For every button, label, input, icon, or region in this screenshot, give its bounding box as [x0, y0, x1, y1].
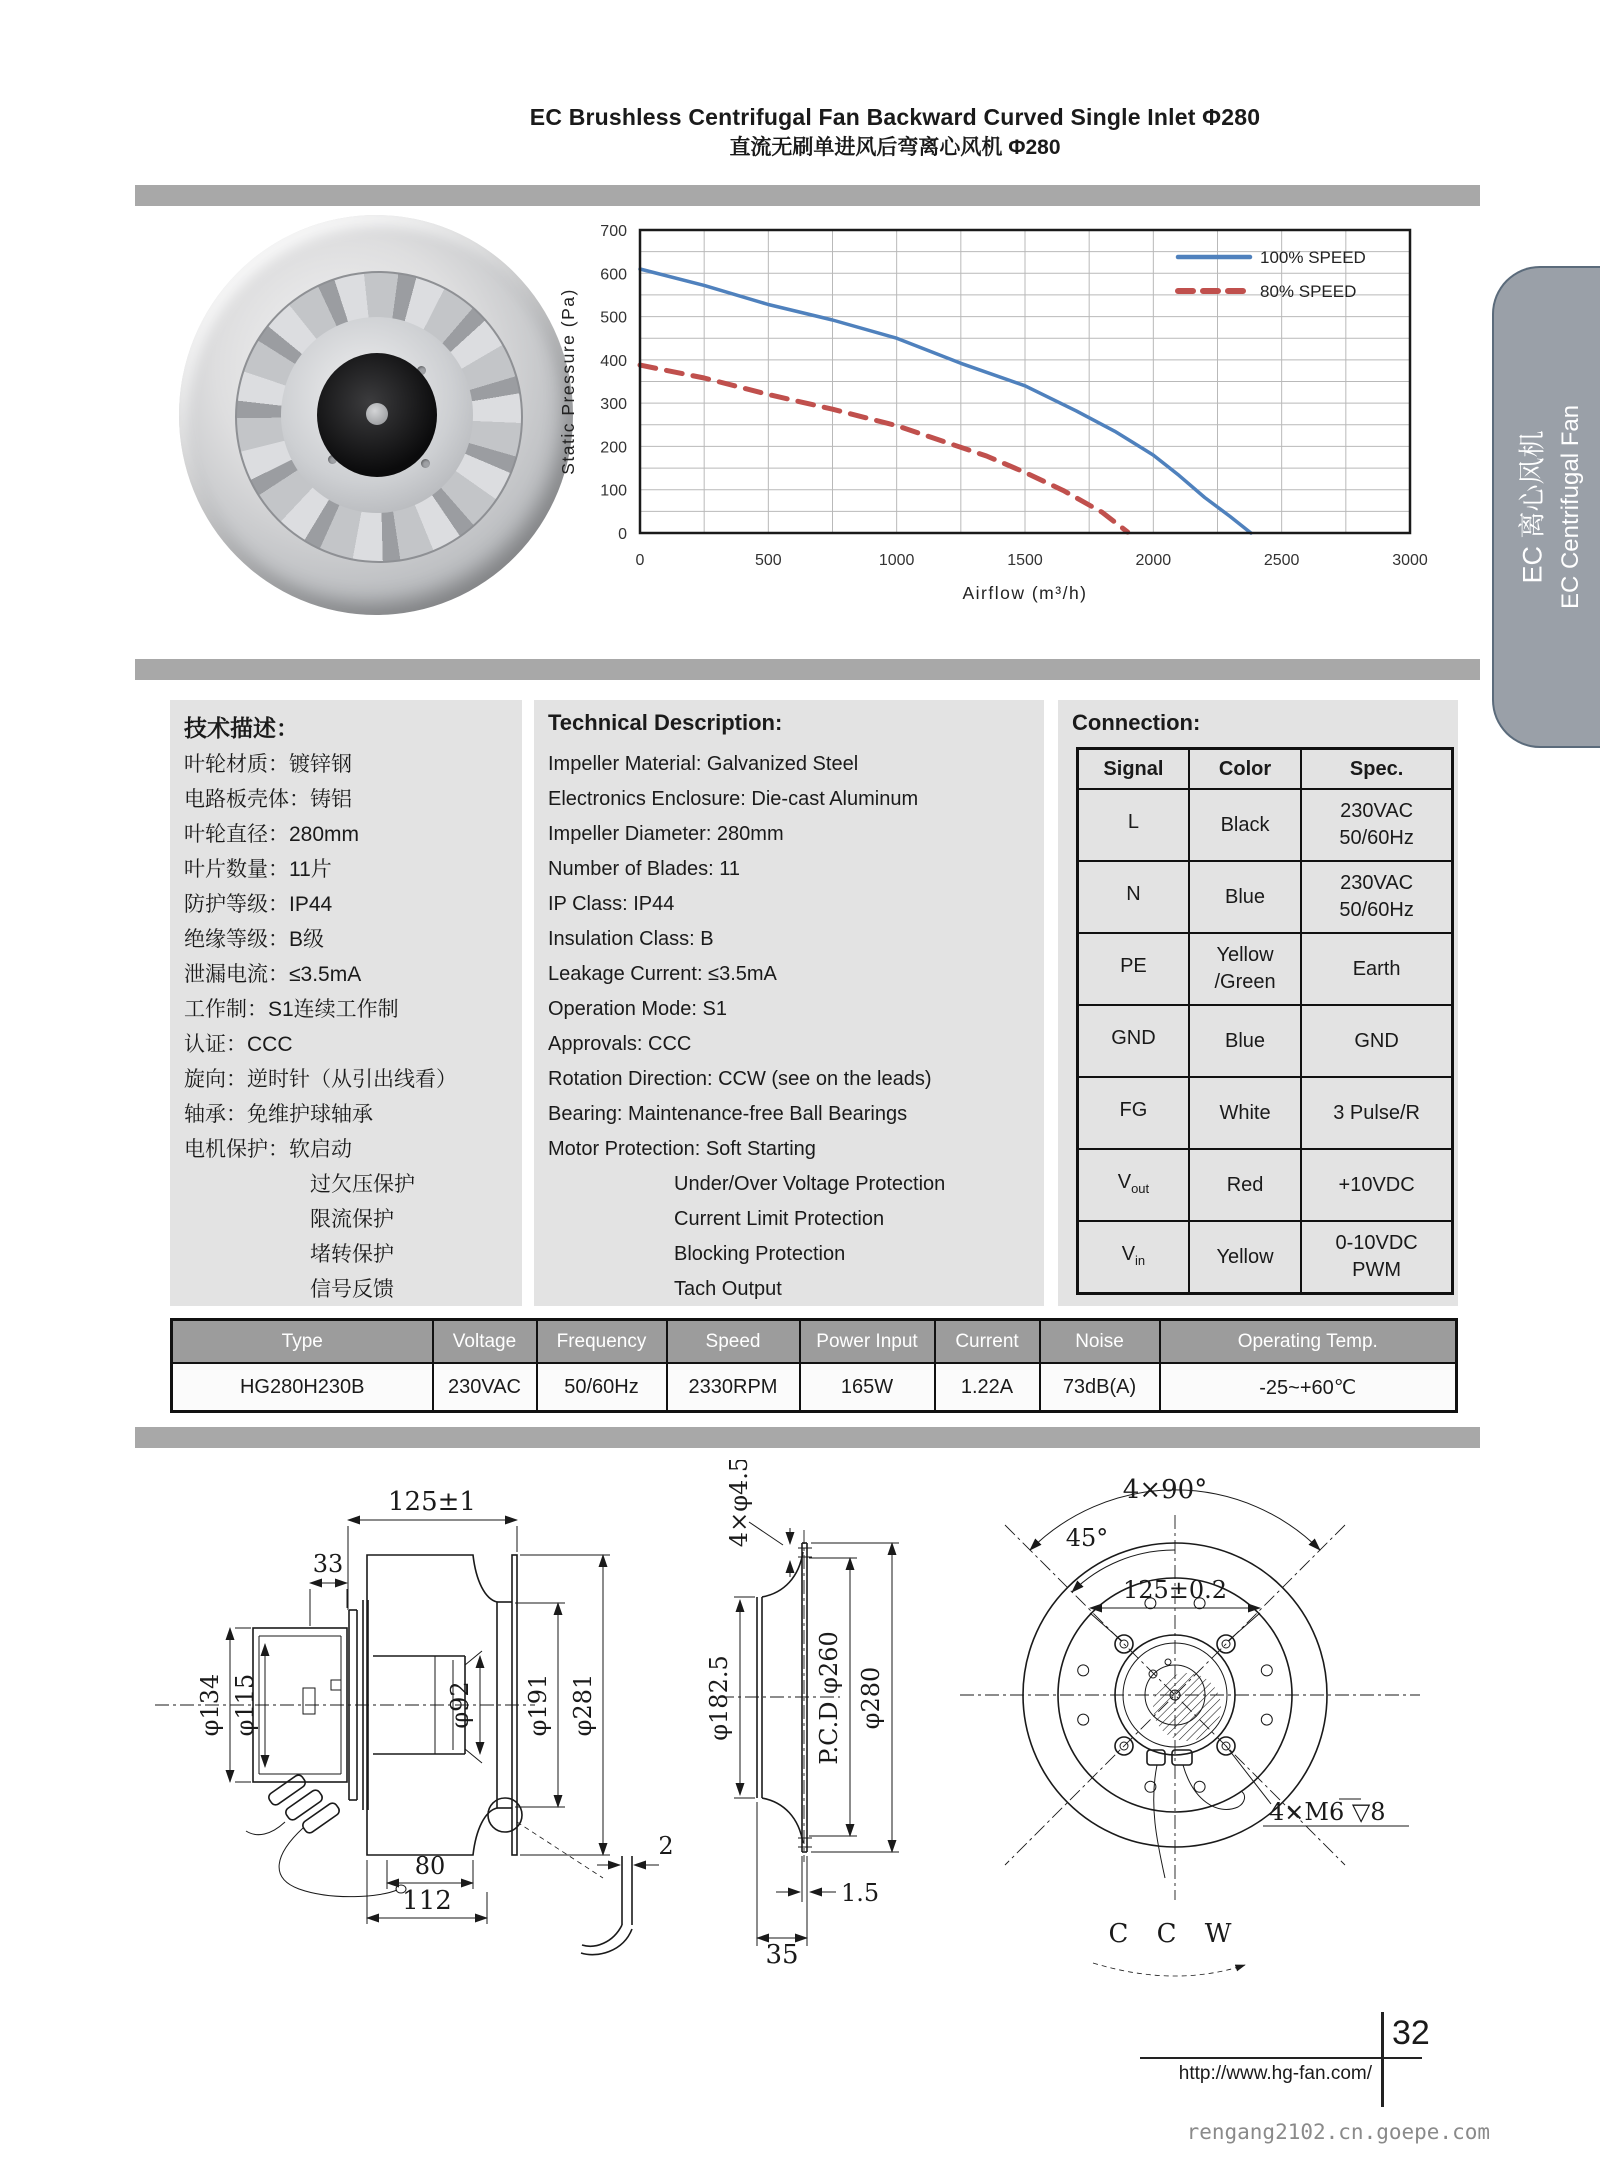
divider-bar-bottom: [135, 1427, 1480, 1448]
footer-rule: [1140, 2057, 1422, 2059]
side-tab-label-en: EC Centrifugal Fan: [1557, 404, 1584, 610]
spec-header-row: [172, 1320, 1457, 1364]
page-number: 32: [1392, 2014, 1430, 2052]
spec-cell: 0-10VDC PWM: [1301, 1221, 1452, 1294]
tech-line: 电机保护：软启动: [184, 1138, 352, 1161]
tech-line: Approvals: CCC: [548, 1033, 692, 1055]
tech-line: IP Class: IP44: [548, 893, 675, 915]
color-cell: Red: [1189, 1149, 1301, 1221]
model-spec-table: [170, 1318, 1458, 1413]
spec-data-cell: -25~+60℃: [1160, 1363, 1457, 1412]
svg-text:500: 500: [754, 552, 782, 569]
side-tab-label-zh: EC 离心风机: [1517, 430, 1548, 584]
tech-description-en: [534, 700, 1044, 1306]
spec-header-cell: Speed: [667, 1320, 800, 1364]
svg-text:400: 400: [600, 352, 627, 370]
spec-cell: 230VAC 50/60Hz: [1301, 861, 1452, 933]
connection-row: [1078, 1077, 1453, 1149]
dim-4x90: 4×90°: [1122, 1475, 1208, 1505]
svg-text:600: 600: [600, 266, 627, 284]
tech-line: Current Limit Protection: [674, 1208, 885, 1230]
svg-text:200: 200: [600, 439, 627, 457]
color-cell: Yellow /Green: [1189, 933, 1301, 1005]
spec-header-cell: Frequency: [537, 1320, 667, 1364]
tech-line: 绝缘等级：B级: [184, 928, 325, 951]
svg-text:100% SPEED: 100% SPEED: [1260, 248, 1366, 267]
spec-data-cell: 50/60Hz: [537, 1363, 667, 1412]
spec-data-cell: HG280H230B: [172, 1363, 433, 1412]
spec-data-cell: 165W: [800, 1363, 935, 1412]
color-cell: White: [1189, 1077, 1301, 1149]
connection-row: [1078, 1221, 1453, 1294]
svg-text:300: 300: [600, 396, 627, 414]
tech-line: 叶片数量：11片: [184, 858, 332, 881]
dim-1.5: 1.5: [841, 1879, 880, 1907]
signal-cell: $V_{in}$: [1078, 1221, 1189, 1294]
signal-cell: PE: [1078, 933, 1189, 1005]
tech-line: Rotation Direction: CCW (see on the leads): [548, 1068, 932, 1090]
svg-text:1000: 1000: [878, 552, 915, 569]
tech-line: 限流保护: [310, 1208, 394, 1231]
dim-d280: φ280: [857, 1666, 885, 1730]
svg-text:2000: 2000: [1135, 552, 1172, 569]
watermark: rengang2102.cn.goepe.com: [1186, 2120, 1490, 2144]
spec-data-cell: 73dB(A): [1040, 1363, 1160, 1412]
dim-depth-125: 125±1: [388, 1487, 476, 1517]
website-url: http://www.hg-fan.com/: [1178, 2063, 1372, 2084]
svg-text:80% SPEED: 80% SPEED: [1260, 282, 1357, 301]
connection-table: [1076, 747, 1454, 1295]
tech-line: Leakage Current: ≤3.5mA: [548, 963, 777, 985]
svg-text:2500: 2500: [1263, 552, 1300, 569]
dim-d182: φ182.5: [705, 1655, 733, 1741]
tech-line: Number of Blades: 11: [548, 858, 740, 880]
tech-line: 过欠压保护: [310, 1173, 415, 1196]
tech-line: 轴承：免维护球轴承: [184, 1103, 373, 1126]
dim-d92: φ92: [446, 1681, 474, 1729]
svg-text:3000: 3000: [1392, 552, 1428, 569]
spec-data-cell: 2330RPM: [667, 1363, 800, 1412]
svg-text:1500: 1500: [1007, 552, 1043, 569]
divider-bar-mid: [135, 659, 1480, 680]
signal-cell: $V_{out}$: [1078, 1149, 1189, 1221]
dim-112: 112: [402, 1886, 452, 1916]
dimensional-drawings: [135, 1460, 1465, 2020]
tech-line: 电路板壳体：铸铝: [184, 788, 352, 811]
connection-row: [1078, 789, 1453, 861]
connection-row: [1078, 1005, 1453, 1077]
spec-cell: GND: [1301, 1005, 1452, 1077]
svg-text:100: 100: [600, 482, 627, 500]
tech-line: 堵转保护: [310, 1243, 394, 1266]
tech-line: Insulation Class: B: [548, 928, 714, 950]
signal-cell: N: [1078, 861, 1189, 933]
dim-holes-4x4.5: 4×φ4.5: [725, 1460, 753, 1548]
dim-125-02: 125±0.2: [1122, 1576, 1228, 1604]
svg-text:700: 700: [600, 223, 627, 240]
dim-d134: φ134: [196, 1673, 224, 1737]
color-cell: Blue: [1189, 1005, 1301, 1077]
tech-line: Under/Over Voltage Protection: [674, 1173, 946, 1195]
spec-header-cell: Voltage: [433, 1320, 537, 1364]
tech-en-heading: Technical Description:: [548, 710, 783, 735]
performance-chart: [550, 205, 1430, 617]
svg-text:Airflow (m³/h): Airflow (m³/h): [962, 583, 1088, 603]
connection-row: [1078, 861, 1453, 933]
airflow-pressure-chart: [550, 205, 1430, 617]
tech-line: 信号反馈: [310, 1278, 394, 1301]
dim-45: 45°: [1065, 1524, 1109, 1552]
tech-line: Electronics Enclosure: Die-cast Aluminum: [548, 788, 919, 810]
rear-view-drawing: [960, 1475, 1420, 1976]
dim-d115: φ115: [231, 1673, 259, 1737]
connection-panel: [1058, 700, 1458, 1306]
tech-line: Blocking Protection: [674, 1243, 846, 1265]
tech-line: Tach Output: [674, 1278, 782, 1300]
dim-pcd-260: P.C.D φ260: [815, 1631, 843, 1765]
spec-data-row: [172, 1363, 1457, 1412]
tech-en-lines: [548, 747, 1044, 1307]
svg-text:0: 0: [635, 552, 645, 569]
dim-80: 80: [414, 1852, 446, 1880]
spec-cell: 230VAC 50/60Hz: [1301, 789, 1452, 861]
spec-header-cell: Operating Temp.: [1160, 1320, 1457, 1364]
tech-line: 认证：CCC: [184, 1033, 293, 1056]
spec-header-cell: Current: [935, 1320, 1040, 1364]
page-title-zh: 直流无刷单进风后弯离心风机 Φ280: [729, 136, 1061, 159]
tech-line: Motor Protection: Soft Starting: [548, 1138, 816, 1160]
rotation-ccw-label: C C W: [1108, 1919, 1242, 1949]
tech-line: Impeller Material: Galvanized Steel: [548, 753, 859, 775]
tech-line: 叶轮材质：镀锌钢: [184, 753, 352, 776]
side-view-drawing: [155, 1487, 674, 1955]
tech-zh-lines: [184, 747, 522, 1307]
dim-2: 2: [658, 1832, 674, 1860]
color-cell: Yellow: [1189, 1221, 1301, 1294]
fan-center-bolt: [366, 403, 388, 425]
svg-text:0: 0: [618, 526, 627, 543]
connection-row: [1078, 1149, 1453, 1221]
dim-d281: φ281: [569, 1673, 597, 1737]
side-tab: [1492, 266, 1600, 748]
connection-header-row: [1078, 749, 1453, 790]
signal-cell: L: [1078, 789, 1189, 861]
connection-heading: Connection:: [1072, 710, 1201, 735]
color-cell: Blue: [1189, 861, 1301, 933]
page-title: EC Brushless Centrifugal Fan Backward Curved Single Inlet Φ280: [529, 104, 1261, 130]
tech-line: 防护等级：IP44: [184, 893, 333, 916]
tech-line: 叶轮直径：280mm: [184, 823, 360, 846]
spec-cell: Earth: [1301, 933, 1452, 1005]
spec-data-cell: 230VAC: [433, 1363, 537, 1412]
svg-text:Static Pressure (Pa): Static Pressure (Pa): [558, 288, 578, 475]
tech-line: 旋向：逆时针（从引出线看）: [184, 1068, 457, 1091]
connection-row: [1078, 933, 1453, 1005]
connection-header-cell: Spec.: [1301, 749, 1452, 790]
dim-d191: φ191: [524, 1673, 552, 1737]
signal-cell: GND: [1078, 1005, 1189, 1077]
dim-35: 35: [765, 1940, 799, 1970]
spec-cell: +10VDC: [1301, 1149, 1452, 1221]
signal-cell: FG: [1078, 1077, 1189, 1149]
tech-line: Bearing: Maintenance-free Ball Bearings: [548, 1103, 908, 1125]
dim-4xm6: 4×M6 ▽8: [1269, 1798, 1386, 1826]
tech-line: 工作制：S1连续工作制: [184, 998, 399, 1021]
tech-line: Impeller Diameter: 280mm: [548, 823, 784, 845]
spec-data-cell: 1.22A: [935, 1363, 1040, 1412]
dim-33: 33: [312, 1550, 344, 1578]
connection-header-cell: Color: [1189, 749, 1301, 790]
spec-header-cell: Type: [172, 1320, 433, 1364]
section-view-drawing: [705, 1460, 899, 1970]
connection-header-cell: Signal: [1078, 749, 1189, 790]
tech-description-zh: [170, 700, 522, 1306]
tech-line: 泄漏电流：≤3.5mA: [184, 963, 362, 986]
connection-body: [1078, 789, 1453, 1294]
svg-text:500: 500: [600, 309, 627, 327]
spec-header-cell: Noise: [1040, 1320, 1160, 1364]
header: [240, 102, 1550, 162]
spec-cell: 3 Pulse/R: [1301, 1077, 1452, 1149]
tech-zh-heading: 技术描述：: [184, 715, 299, 741]
fan-photo: [165, 203, 585, 635]
tech-line: Operation Mode: S1: [548, 998, 727, 1020]
footer-rule-vertical: [1381, 2012, 1384, 2107]
spec-header-cell: Power Input: [800, 1320, 935, 1364]
color-cell: Black: [1189, 789, 1301, 861]
